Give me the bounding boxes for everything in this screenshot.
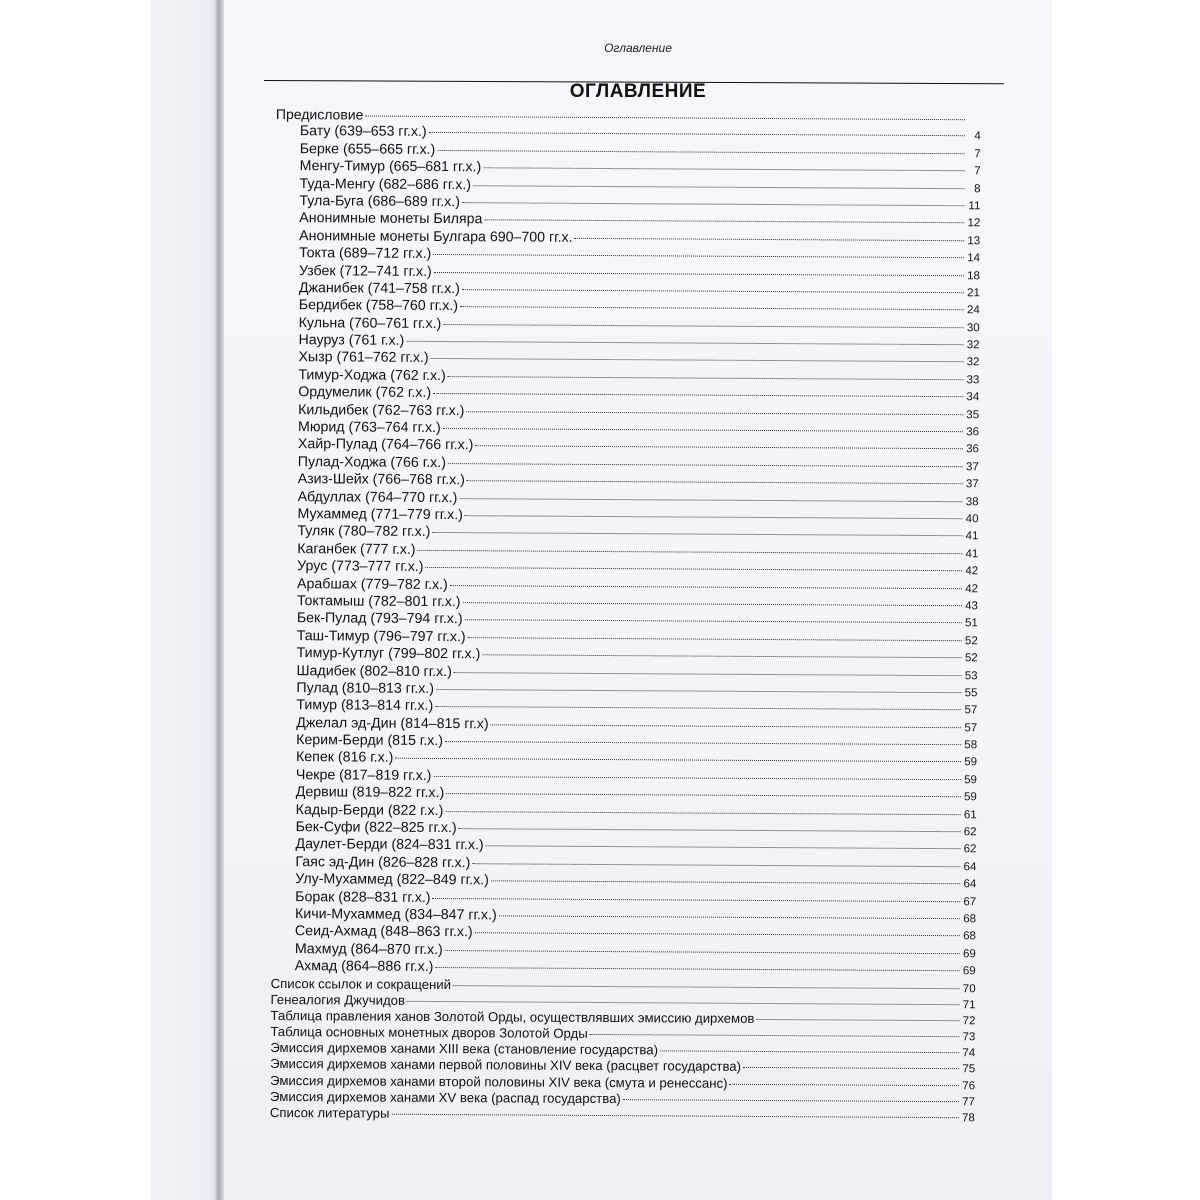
toc-entry-page-number: 76 [962, 1079, 976, 1092]
running-head: Оглавление [604, 41, 672, 55]
toc-entry-page-number: 57 [964, 704, 978, 717]
dot-leader [454, 672, 962, 676]
toc-entry-label: Даулет-Берди (824–831 гг.х.) [295, 836, 484, 854]
toc-entry-page-number: 52 [964, 634, 978, 648]
toc-entry-page-number: 40 [965, 513, 979, 526]
dot-leader [730, 1083, 960, 1085]
book-gutter [214, 0, 224, 1200]
toc-entry-label: Науруз (761 г.х.) [298, 332, 405, 349]
toc-entry-label: Кепек (816 г.х.) [295, 749, 394, 767]
toc-entry-page-number: 42 [965, 565, 979, 578]
toc-entry-label: Дервиш (819–822 гг.х.) [295, 784, 445, 802]
dot-leader [365, 116, 965, 121]
toc-entry-label: Мухаммед (771–779 гг.х.) [297, 506, 463, 524]
toc-entry-page-number: 30 [966, 321, 980, 334]
toc-entry-label: Бердибек (758–760 гг.х.) [298, 297, 459, 315]
toc-entry-page-number: 51 [965, 617, 978, 630]
toc-entry-page-number: 62 [963, 843, 977, 856]
toc-entry-page-number: 38 [965, 495, 979, 508]
dot-leader [466, 411, 963, 415]
toc-entry-label: Шадибек (802–810 гг.х.) [296, 662, 452, 680]
toc-entry-label: Улу-Мухаммед (822–849 гг.х.) [295, 871, 489, 889]
toc-entry-label: Туда-Менгу (682–686 гг.х.) [299, 175, 472, 193]
dot-leader [460, 306, 964, 310]
toc-entry-label: Эмиссия дирхемов ханами первой половины XIV века (расцвет государства) [270, 1056, 742, 1075]
toc-entry-page-number: 75 [962, 1063, 976, 1076]
toc-entry-page-number: 12 [967, 217, 981, 230]
table-of-contents [270, 106, 981, 1126]
dot-leader [453, 985, 960, 989]
toc-entry-page-number: 69 [962, 965, 976, 978]
dot-leader [462, 289, 964, 293]
dot-leader [445, 811, 960, 815]
toc-entry-label: Бек-Суфи (822–825 гг.х.) [295, 819, 457, 837]
toc-entry-page-number: 13 [967, 234, 981, 248]
dot-leader [459, 828, 961, 832]
toc-entry-label: Генеалогия Джучидов [270, 991, 406, 1008]
toc-entry-label: Кульна (760–761 гг.х.) [298, 314, 442, 332]
book-page [224, 0, 1052, 1200]
toc-entry-page-number: 68 [963, 930, 976, 943]
dot-leader [590, 1034, 960, 1037]
dot-leader [443, 428, 963, 432]
toc-entry-label: Керим-Берди (815 г.х.) [296, 732, 444, 750]
dot-leader [484, 220, 964, 224]
toc-entry-page-number: 37 [965, 461, 979, 474]
toc-entry-page-number: 72 [962, 1015, 976, 1028]
toc-entry-label: Токтамыш (782–801 гг.х.) [296, 593, 461, 611]
dot-leader [445, 741, 961, 745]
dot-leader [450, 585, 962, 589]
toc-entry-page-number: 62 [963, 826, 977, 839]
toc-entry-page-number: 41 [965, 530, 979, 543]
dot-leader [472, 863, 960, 867]
dot-leader [482, 654, 961, 658]
toc-entry-label: Список литературы [269, 1105, 390, 1121]
toc-entry[interactable] [270, 1105, 975, 1125]
toc-entry-page-number: 64 [963, 861, 977, 874]
dot-leader [418, 550, 963, 554]
dot-leader [467, 480, 963, 484]
toc-entry-label: Бату (639–653 гг.х.) [299, 123, 427, 141]
toc-entry-page-number: 21 [967, 287, 980, 300]
dot-leader [465, 619, 962, 623]
dot-leader [660, 1051, 959, 1054]
toc-entry-label: Бек-Пулад (793–794 гг.х.) [296, 610, 463, 628]
dot-leader [448, 376, 964, 380]
dot-leader [462, 202, 964, 206]
dot-leader [448, 463, 963, 467]
toc-entry-label: Список ссылок и сокращений [270, 975, 452, 992]
toc-entry-page-number: 36 [966, 426, 980, 439]
toc-entry-page-number: 35 [966, 408, 980, 421]
toc-entry-label: Чекре (817–819 гг.х.) [295, 766, 432, 784]
toc-entry-page-number: 43 [965, 600, 978, 613]
toc-entry-label: Узбек (712–741 гг.х.) [298, 262, 432, 280]
dot-leader [459, 498, 962, 502]
dot-leader [406, 341, 963, 345]
dot-leader [623, 1099, 959, 1102]
dot-leader [391, 1114, 958, 1118]
toc-entry-label: Токта (689–712 гг.х.) [299, 245, 432, 263]
toc-entry-page-number: 41 [965, 547, 979, 561]
dot-leader [743, 1067, 959, 1069]
toc-entry-label: Таблица основных монетных дворов Золотой Орды [270, 1024, 588, 1042]
toc-entry-page-number: 55 [964, 687, 978, 700]
dot-leader [475, 933, 960, 937]
toc-entry-label: Гаяс эд-Дин (826–828 гг.х.) [295, 853, 471, 871]
toc-entry-label: Тула-Буга (686–689 гг.х.) [299, 193, 461, 211]
dot-leader [446, 793, 961, 797]
toc-entry-page-number: 8 [974, 182, 981, 195]
toc-entry-page-number: 52 [964, 652, 978, 665]
dot-leader [486, 846, 961, 850]
toc-entry-label: Хызр (761–762 гг.х.) [298, 349, 429, 367]
toc-entry-page-number: 59 [964, 756, 978, 769]
toc-entry-label: Анонимные монеты Биляра [299, 210, 483, 228]
toc-entry-page-number: 34 [966, 391, 980, 404]
dot-leader [437, 150, 964, 154]
toc-entry-page-number: 57 [964, 721, 978, 734]
toc-entry-page-number: 24 [966, 304, 980, 317]
dot-leader [434, 271, 964, 275]
dot-leader [429, 132, 965, 136]
toc-entry-page-number: 77 [962, 1096, 975, 1109]
toc-entry-label: Тимур-Ходжа (762 г.х.) [298, 367, 446, 384]
toc-entry-label: Борак (828–831 гг.х.) [295, 888, 431, 906]
toc-entry-page-number: 14 [967, 252, 981, 265]
toc-entry-label: Мюрид (763–764 гг.х.) [297, 419, 441, 437]
toc-entry-page-number: 37 [965, 478, 979, 491]
toc-entry-label: Тимур-Кутлуг (799–802 гг.х.) [296, 645, 481, 663]
toc-entry-page-number: 67 [963, 895, 977, 908]
toc-entry-page-number: 7 [974, 165, 981, 178]
toc-entry-label: Туляк (780–782 гг.х.) [297, 523, 431, 541]
toc-entry-label: Ахмад (864–886 гг.х.) [294, 958, 434, 976]
dot-leader [499, 915, 960, 919]
toc-entry-page-number: 70 [962, 982, 976, 995]
dot-leader [436, 689, 961, 693]
toc-entry-page-number: 7 [974, 148, 981, 161]
dot-leader [433, 776, 960, 780]
dot-leader [491, 724, 962, 728]
toc-entry-label: Предисловие [275, 106, 364, 123]
toc-entry-page-number: 53 [964, 669, 978, 682]
toc-entry-page-number: 32 [966, 339, 980, 352]
toc-entry-page-number: 42 [965, 582, 979, 595]
dot-leader [491, 881, 960, 885]
toc-entry-label: Таш-Тимур (796–797 гг.х.) [296, 627, 466, 645]
dot-leader [473, 185, 964, 189]
dot-leader [407, 1001, 960, 1005]
toc-entry-label: Эмиссия дирхемов ханами второй половины XIV века (смута и ренессанс) [270, 1072, 728, 1091]
toc-entry-label: Махмуд (864–870 гг.х.) [294, 940, 443, 958]
toc-entry-label: Пулад-Ходжа (766 г.х.) [297, 453, 446, 471]
toc-entry-page-number: 4 [974, 130, 981, 143]
toc-entry-page-number: 73 [962, 1031, 976, 1044]
toc-entry-label: Таблица правления ханов Золотой Орды, осуществлявших эмиссию дирхемов [270, 1007, 755, 1026]
toc-entry-label: Пулад (810–813 гг.х.) [296, 680, 435, 697]
dot-leader [433, 254, 964, 258]
toc-entry-page-number: 71 [962, 998, 976, 1012]
dot-leader [575, 238, 965, 241]
toc-entry-page-number: 74 [962, 1047, 976, 1060]
toc-entry-label: Каганбек (777 г.х.) [297, 540, 416, 558]
dot-leader [435, 706, 961, 710]
toc-entry-label: Урус (773–777 гг.х.) [297, 558, 424, 576]
dot-leader [433, 898, 961, 902]
toc-entry-label: Джелал эд-Дин (814–815 гг.х) [296, 714, 489, 732]
dot-leader [431, 358, 964, 362]
toc-entry-label: Кильдибек (762–763 гг.х.) [298, 401, 465, 419]
dot-leader [445, 950, 960, 954]
toc-entry-label: Кадыр-Берди (822 г.х.) [295, 801, 444, 819]
dot-leader [468, 637, 962, 641]
toc-entry-label: Абдуллах (764–770 гг.х.) [297, 488, 458, 506]
toc-entry-page-number: 18 [967, 269, 981, 282]
toc-entry-page-number: 78 [961, 1112, 975, 1125]
toc-entry-page-number: 68 [963, 913, 977, 926]
toc-entry-page-number: 11 [968, 200, 981, 213]
toc-entry-page-number: 32 [966, 356, 980, 369]
dot-leader [463, 602, 962, 606]
toc-entry-page-number: 36 [966, 443, 979, 456]
dot-leader [483, 167, 964, 171]
toc-entry-label: Сеид-Ахмад (848–863 гг.х.) [294, 923, 473, 941]
toc-entry-label: Ордумелик (762 г.х.) [298, 384, 432, 402]
dot-leader [465, 515, 963, 519]
dot-leader [432, 532, 962, 536]
toc-entry-label: Анонимные монеты Булгара 690–700 гг.х. [299, 227, 573, 246]
toc-entry-page-number: 58 [964, 739, 978, 752]
toc-entry-label: Азиз-Шейх (766–768 гг.х.) [297, 471, 465, 489]
toc-entry-label: Менгу-Тимур (665–681 гг.х.) [299, 158, 482, 176]
dot-leader [395, 758, 961, 762]
toc-entry-page-number: 59 [964, 774, 977, 787]
toc-entry-label: Эмиссия дирхемов ханами XIII века (становление государства) [270, 1040, 659, 1058]
toc-entry-label: Хайр-Пулад (764–766 гг.х.) [297, 436, 474, 454]
dot-leader [433, 393, 963, 397]
dot-leader [435, 967, 959, 971]
toc-entry-label: Тимур (813–814 гг.х.) [296, 697, 434, 715]
toc-entry-page-number: 61 [963, 808, 977, 821]
dot-leader [443, 324, 963, 328]
toc-entry-label: Эмиссия дирхемов ханами XV века (распад государства) [269, 1088, 621, 1106]
toc-entry-page-number: 64 [963, 878, 977, 891]
toc-entry-label: Джанибек (741–758 гг.х.) [298, 280, 460, 298]
dot-leader [756, 1019, 959, 1021]
page-title: ОГЛАВЛЕНИЕ [569, 81, 707, 102]
toc-entry-label: Кичи-Мухаммед (834–847 гг.х.) [295, 906, 497, 924]
toc-entry-page-number: 33 [966, 374, 980, 387]
toc-entry-label: Арабшах (779–782 г.х.) [297, 575, 448, 593]
toc-entry-label: Берке (655–665 гг.х.) [299, 140, 436, 158]
dot-leader [475, 446, 963, 450]
dot-leader [425, 567, 962, 571]
toc-entry-page-number: 69 [962, 947, 976, 961]
toc-entry-page-number: 59 [963, 791, 977, 804]
